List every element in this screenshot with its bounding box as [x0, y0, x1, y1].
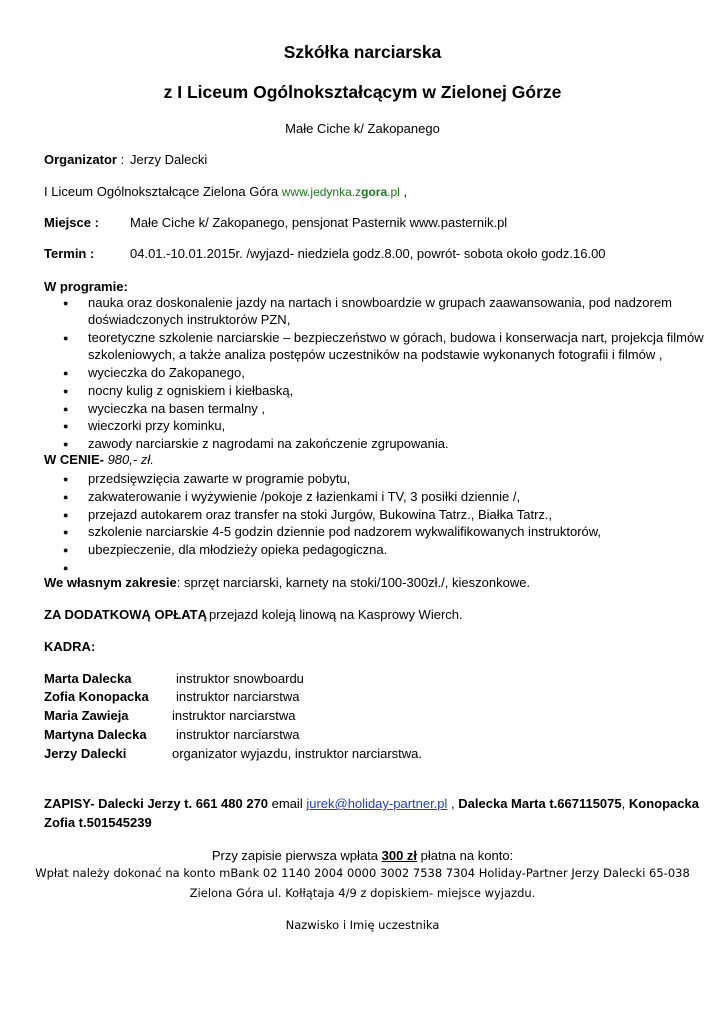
term-value: 04.01.-10.01.2015r. /wyjazd- niedziela godz.8.00, powrót- sobota około godz.16.00: [130, 246, 606, 261]
signup-contact-marta: Dalecka Marta t.667115075: [458, 796, 622, 811]
organizer-label: Organizator: [44, 152, 117, 167]
bullet-icon: ●: [63, 298, 69, 308]
signup-contact-konopacka: Konopacka: [628, 796, 699, 811]
staff-name: Martyna Dalecka: [44, 727, 147, 742]
signup-main: ZAPISY- Dalecki Jerzy t. 661 480 270: [44, 796, 269, 811]
program-item: wycieczka do Zakopanego,: [88, 365, 245, 380]
bullet-icon: ●: [63, 439, 69, 449]
payment-post: płatna na konto:: [417, 848, 514, 863]
program-heading: W programie:: [44, 279, 128, 294]
extra-line: [44, 607, 207, 622]
signup-line: [44, 796, 699, 811]
staff-role: instruktor narciarstwa: [176, 689, 300, 704]
price-label: W CENIE-: [44, 452, 104, 467]
price-item: zakwaterowanie i wyżywienie /pokoje z łazienkami i TV, 3 posiłki dziennie /,: [88, 489, 521, 504]
signup-sep: ,: [447, 796, 459, 811]
staff-heading: KADRA:: [44, 639, 96, 654]
program-item: zawody narciarskie z nagrodami na zakończenie zgrupowania.: [88, 436, 449, 451]
program-item: szkoleniowych, a także analiza postępów uczestników na podstawie wykonanych fotografii i filmów ,: [88, 347, 663, 362]
staff-role: organizator wyjazdu, instruktor narciarstwa.: [172, 746, 422, 761]
staff-name: Marta Dalecka: [44, 671, 132, 686]
program-item: wieczorki przy kominku,: [88, 418, 226, 433]
signup-email-label: email: [268, 796, 307, 811]
signup-line2: Zofia t.501545239: [44, 815, 152, 830]
staff-role: instruktor narciarstwa: [172, 708, 296, 723]
organizer-sep: :: [116, 152, 125, 167]
extra-label: ZA DODATKOWĄ OPŁATĄ: [44, 607, 207, 622]
school-url-bold: gora: [361, 185, 388, 199]
payment-address: Zielona Góra ul. Kołłątaja 4/9 z dopiskiem- miejsce wyjazdu.: [189, 886, 536, 900]
price-line: [44, 452, 154, 467]
bullet-icon: ●: [63, 492, 69, 502]
program-item: doświadczonych instruktorów PZN,: [88, 312, 291, 327]
payment-line: [0, 848, 725, 863]
email-link[interactable]: jurek@holiday-partner.pl: [306, 796, 448, 811]
bullet-icon: ●: [63, 510, 69, 520]
staff-name: Maria Zawieja: [44, 708, 129, 723]
bullet-icon: ●: [63, 563, 69, 573]
payment-pre: Przy zapisie pierwsza wpłata: [211, 848, 382, 863]
bullet-icon: ●: [63, 527, 69, 537]
price-item: szkolenie narciarskie 4-5 godzin dziennie pod nadzorem wykwalifikowanych instruktorów,: [88, 524, 602, 539]
page-subtitle: z I Liceum Ogólnokształcącym w Zielonej Górze: [163, 82, 562, 102]
own-line: [44, 575, 530, 590]
location-subtitle: Małe Ciche k/ Zakopanego: [285, 121, 440, 136]
school-tail: ,: [399, 184, 408, 199]
school-url[interactable]: [282, 185, 400, 199]
staff-name: Jerzy Dalecki: [44, 746, 127, 761]
participant-name-label: Nazwisko i Imię uczestnika: [285, 918, 440, 932]
program-item: teoretyczne szkolenie narciarskie – bezpieczeństwo w górach, budowa i konserwacja nart, projekcja filmów: [88, 330, 704, 345]
staff-role: instruktor narciarstwa: [176, 727, 300, 742]
school-url-pre: www.jedynka.z: [281, 185, 362, 199]
own-value: : sprzęt narciarski, karnety na stoki/100-300zł./, kieszonkowe.: [176, 575, 531, 590]
school-name: I Liceum Ogólnokształcące Zielona Góra: [44, 184, 279, 199]
organizer-value: Jerzy Dalecki: [130, 152, 208, 167]
staff-name: Zofia Konopacka: [44, 689, 149, 704]
payment-amount: 300 zł: [381, 848, 418, 863]
own-label: We własnym zakresie: [44, 575, 177, 590]
bullet-icon: ●: [63, 545, 69, 555]
price-item: ubezpieczenie, dla młodzieży opieka pedagogiczna.: [88, 542, 388, 557]
extra-value: przejazd koleją linową na Kasprowy Wierch.: [209, 607, 463, 622]
bullet-icon: ●: [63, 386, 69, 396]
bullet-icon: ●: [63, 333, 69, 343]
program-item: wycieczka na basen termalny ,: [88, 401, 266, 416]
program-item: nauka oraz doskonalenie jazdy na nartach i snowboardzie w grupach zaawansowania, pod nadzorem: [88, 295, 672, 310]
price-item: przejazd autokarem oraz transfer na stoki Jurgów, Bukowina Tatrz., Białka Tatrz.,: [88, 507, 553, 522]
place-value: Małe Ciche k/ Zakopanego, pensjonat Pasternik www.pasternik.pl: [130, 215, 508, 230]
bullet-icon: ●: [63, 421, 69, 431]
price-item: przedsięwzięcia zawarte w programie pobytu,: [88, 471, 351, 486]
program-item: nocny kulig z ogniskiem i kiełbaską,: [88, 383, 294, 398]
signup-sep2: ,: [621, 796, 629, 811]
bullet-icon: ●: [63, 404, 69, 414]
price-value: 980,- zł.: [107, 452, 154, 467]
place-label: Miejsce :: [44, 215, 99, 230]
staff-role: instruktor snowboardu: [176, 671, 304, 686]
page-title: Szkółka narciarska: [283, 42, 442, 62]
term-label: Termin :: [44, 246, 95, 261]
payment-account: Wpłat należy dokonać na konto mBank 02 1140 2004 0000 3002 7538 7304 Holiday-Partner Jerzy Dalecki 65-038: [35, 866, 690, 880]
school-line: [44, 184, 407, 199]
school-url-post: .pl: [387, 185, 400, 199]
bullet-icon: ●: [63, 474, 69, 484]
organizer-line: [44, 152, 124, 167]
bullet-icon: ●: [63, 368, 69, 378]
